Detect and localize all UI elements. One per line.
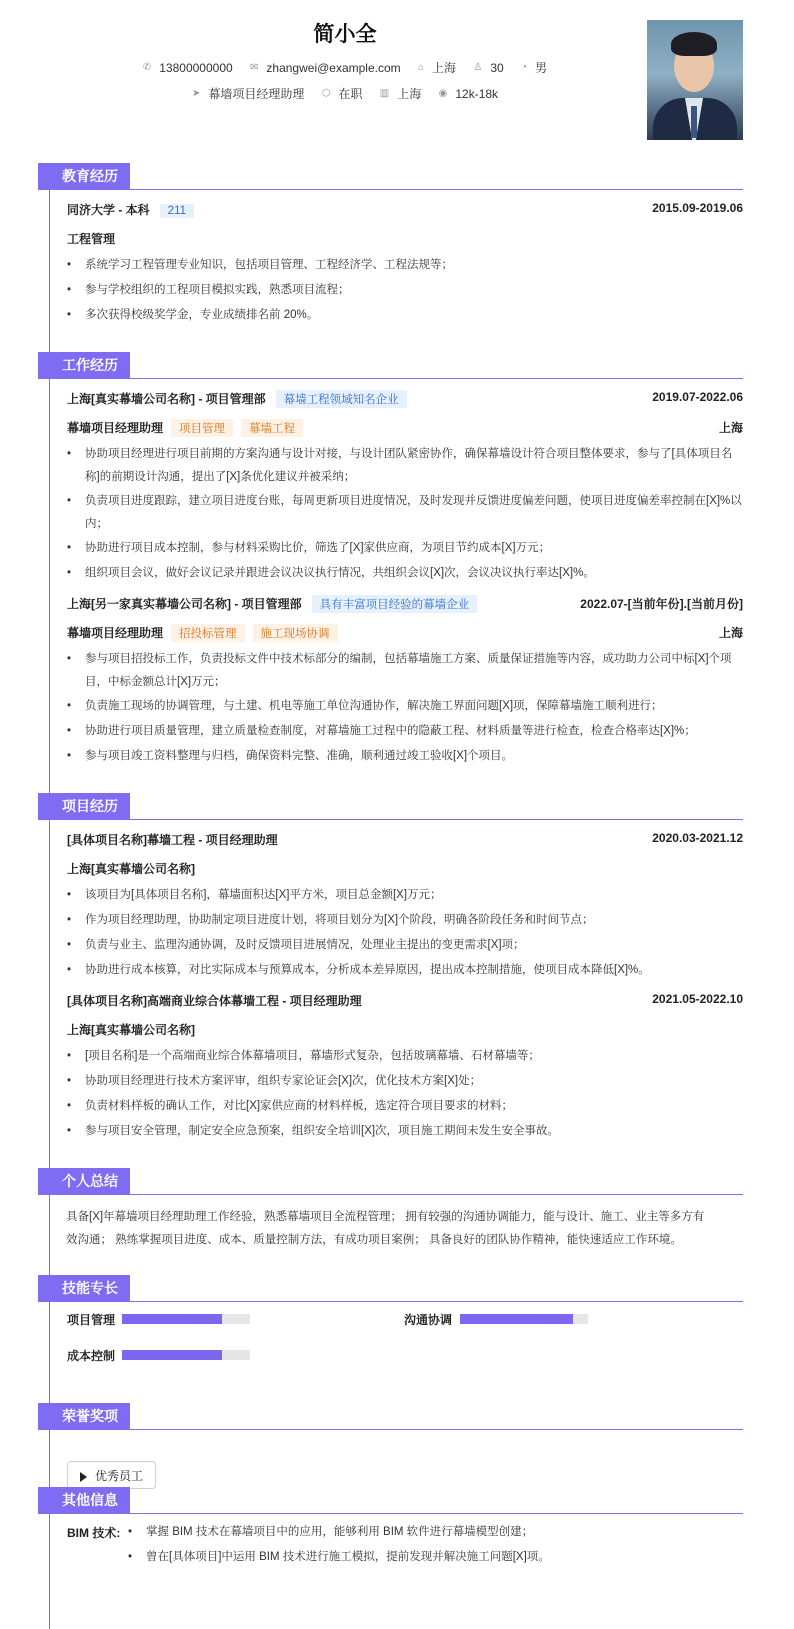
skill-bar-fill — [460, 1314, 573, 1324]
job-period: 2019.07-2022.06 — [652, 390, 743, 404]
status-icon: ⬡ — [321, 88, 331, 99]
list-item: • 负责项目进度跟踪，建立项目进度台账，每周更新项目进度情况，及时发现并反馈进度偏差问题，使项目进度偏差率控制在[X]%以内； — [67, 490, 743, 536]
city-text: 上海 — [432, 61, 457, 75]
section-divider — [38, 1301, 743, 1302]
education-period: 2015.09-2019.06 — [652, 201, 743, 215]
section-title-education: 教育经历 — [38, 163, 130, 189]
school-tag: 211 — [160, 204, 194, 218]
section-title-summary: 个人总结 — [38, 1168, 130, 1194]
list-item: • 系统学习工程管理专业知识，包括项目管理、工程经济学、工程法规等； — [67, 254, 743, 277]
project-period: 2020.03-2021.12 — [652, 831, 743, 845]
list-item: • 协助项目经理进行项目前期的方案沟通与设计对接，与设计团队紧密协作，确保幕墙设计符合项目整体要求，参与了[具体项目名称]的前期设计沟通，提出了[X]条优化建议并被采纳； — [67, 443, 743, 489]
home-icon: ⌂ — [418, 62, 425, 73]
age-text: 30 — [490, 60, 504, 75]
list-item: • 参与项目竣工资料整理与归档，确保资料完整、准确，顺利通过竣工验收[X]个项目。 — [67, 745, 743, 768]
list-item: • 该项目为[具体项目名称]，幕墙面积达[X]平方米，项目总金额[X]万元； — [67, 884, 743, 907]
section-title-projects: 项目经历 — [38, 793, 130, 819]
education-major: 工程管理 — [67, 232, 116, 246]
phone-text: 13800000000 — [159, 60, 233, 75]
project-company: 上海[真实幕墙公司名称] — [67, 862, 195, 876]
skill-name: 成本控制 — [67, 1349, 116, 1363]
list-item: • 参与学校组织的工程项目模拟实践，熟悉项目流程； — [67, 279, 743, 302]
skill-bar — [460, 1314, 588, 1324]
salary-icon: ◉ — [438, 88, 448, 99]
list-item: • [项目名称]是一个高端商业综合体幕墙项目，幕墙形式复杂，包括玻璃幕墙、石材幕墙等； — [67, 1045, 743, 1068]
award-label: 优秀员工 — [95, 1469, 144, 1483]
company-tag: 具有丰富项目经验的幕墙企业 — [312, 595, 478, 613]
award-chip[interactable] — [67, 1461, 156, 1489]
section-divider — [38, 378, 743, 379]
list-item: • 参与项目招投标工作，负责投标文件中技术标部分的编制，包括幕墙施工方案、质量保证措施等内容，成功助力公司中标[X]个项目，中标金额总计[X]万元； — [67, 648, 743, 694]
email-text[interactable]: zhangwei@example.com — [266, 60, 401, 75]
skill-name: 沟通协调 — [404, 1313, 453, 1327]
section-title-other: 其他信息 — [38, 1487, 130, 1513]
section-title-work: 工作经历 — [38, 352, 130, 378]
job-company: 上海[另一家真实幕墙公司名称] - 项目管理部 具有丰富项目经验的幕墙企业 — [67, 595, 477, 613]
role-tag: 幕墙工程 — [241, 419, 303, 437]
skill-name: 项目管理 — [67, 1313, 116, 1327]
phone-icon: ✆ — [142, 62, 152, 73]
age-icon: ♙ — [473, 62, 483, 73]
skill-bar — [122, 1314, 250, 1324]
gender-text: 男 — [535, 61, 548, 75]
project-period: 2021.05-2022.10 — [652, 992, 743, 1006]
list-item: • 负责施工现场的协调管理，与土建、机电等施工单位沟通协作，解决施工界面问题[X]项，保障幕墙施工顺利进行； — [67, 695, 743, 718]
list-item: • 作为项目经理助理，协助制定项目进度计划，将项目划分为[X]个阶段，明确各阶段任务和时间节点； — [67, 909, 743, 932]
project-company: 上海[真实幕墙公司名称] — [67, 1023, 195, 1037]
job-company: 上海[真实幕墙公司名称] - 项目管理部 幕墙工程领域知名企业 — [67, 390, 407, 408]
contact-row — [0, 59, 690, 76]
section-divider — [38, 189, 743, 190]
list-item: • 组织项目会议，做好会议记录并跟进会议决议执行情况，共组织会议[X]次，会议决议执行率达[X]%。 — [67, 562, 743, 585]
job-role: 幕墙项目经理助理 招投标管理 施工现场协调 — [67, 624, 338, 642]
gender-icon: ◔ — [521, 62, 528, 73]
list-item: • 掌握 BIM 技术在幕墙项目中的应用，能够利用 BIM 软件进行幕墙模型创建； — [128, 1521, 743, 1544]
section-title-skills: 技能专长 — [38, 1275, 130, 1301]
summary-line: 效沟通； 熟练掌握项目进度、成本、质量控制方法，有成功项目案例； 具备良好的团队协作精神，能快速适应工作环境。 — [66, 1234, 682, 1246]
list-item: • 多次获得校级奖学金，专业成绩排名前 20%。 — [67, 304, 743, 327]
list-item: • 协助进行项目质量管理，建立质量检查制度，对幕墙施工过程中的隐蔽工程、材料质量等进行检查，检查合格率达[X]%； — [67, 720, 743, 743]
play-icon — [80, 1472, 87, 1482]
send-icon: ➤ — [191, 88, 201, 99]
project-name: [具体项目名称]幕墙工程 - 项目经理助理 — [67, 833, 278, 847]
list-item: • 协助进行成本核算，对比实际成本与预算成本，分析成本差异原因，提出成本控制措施，使项目成本降低[X]%。 — [67, 959, 743, 982]
list-item: • 负责与业主、监理沟通协调，及时反馈项目进展情况，处理业主提出的变更需求[X]项； — [67, 934, 743, 957]
summary-line: 具备[X]年幕墙项目经理助理工作经验，熟悉幕墙项目全流程管理； 拥有较强的沟通协调能力，能与设计、施工、业主等多方有 — [66, 1211, 705, 1223]
list-item: • 协助进行项目成本控制，参与材料采购比价，筛选了[X]家供应商，为项目节约成本[X]万元； — [67, 537, 743, 560]
education-school: 同济大学 - 本科 211 — [67, 201, 194, 218]
skill-bar-fill — [122, 1350, 222, 1360]
role-tag: 招投标管理 — [171, 624, 245, 642]
section-divider — [38, 1513, 743, 1514]
building-icon: ▥ — [379, 88, 390, 99]
resume-header — [0, 0, 794, 150]
job-period: 2022.07-[当前年份].[当前月份] — [580, 597, 743, 611]
intention-row — [0, 85, 690, 102]
avatar-photo — [647, 20, 743, 140]
list-item: • 参与项目安全管理，制定安全应急预案，组织安全培训[X]次，项目施工期间未发生安全事故。 — [67, 1120, 743, 1143]
other-label: BIM 技术: — [67, 1526, 121, 1540]
job-location: 上海 — [718, 421, 743, 435]
status-text: 在职 — [338, 87, 363, 101]
section-divider — [38, 1429, 743, 1430]
job-role: 幕墙项目经理助理 项目管理 幕墙工程 — [67, 419, 303, 437]
target-city-text: 上海 — [397, 87, 422, 101]
candidate-name: 简小全 — [313, 23, 377, 46]
skill-bar — [122, 1350, 250, 1360]
company-tag: 幕墙工程领域知名企业 — [276, 390, 407, 408]
section-title-awards: 荣誉奖项 — [38, 1403, 130, 1429]
job-location: 上海 — [718, 626, 743, 640]
skill-bar-fill — [122, 1314, 222, 1324]
role-tag: 施工现场协调 — [253, 624, 338, 642]
job-target-text: 幕墙项目经理助理 — [208, 87, 305, 101]
section-divider — [38, 819, 743, 820]
list-item: • 协助项目经理进行技术方案评审，组织专家论证会[X]次，优化技术方案[X]处； — [67, 1070, 743, 1093]
salary-text: 12k-18k — [455, 86, 499, 101]
project-name: [具体项目名称]高端商业综合体幕墙工程 - 项目经理助理 — [67, 994, 362, 1008]
list-item: • 负责材料样板的确认工作，对比[X]家供应商的材料样板，选定符合项目要求的材料； — [67, 1095, 743, 1118]
mail-icon: ✉ — [250, 62, 259, 73]
role-tag: 项目管理 — [171, 419, 233, 437]
list-item: • 曾在[具体项目]中运用 BIM 技术进行施工模拟，提前发现并解决施工问题[X]项。 — [128, 1546, 743, 1569]
section-divider — [38, 1194, 743, 1195]
